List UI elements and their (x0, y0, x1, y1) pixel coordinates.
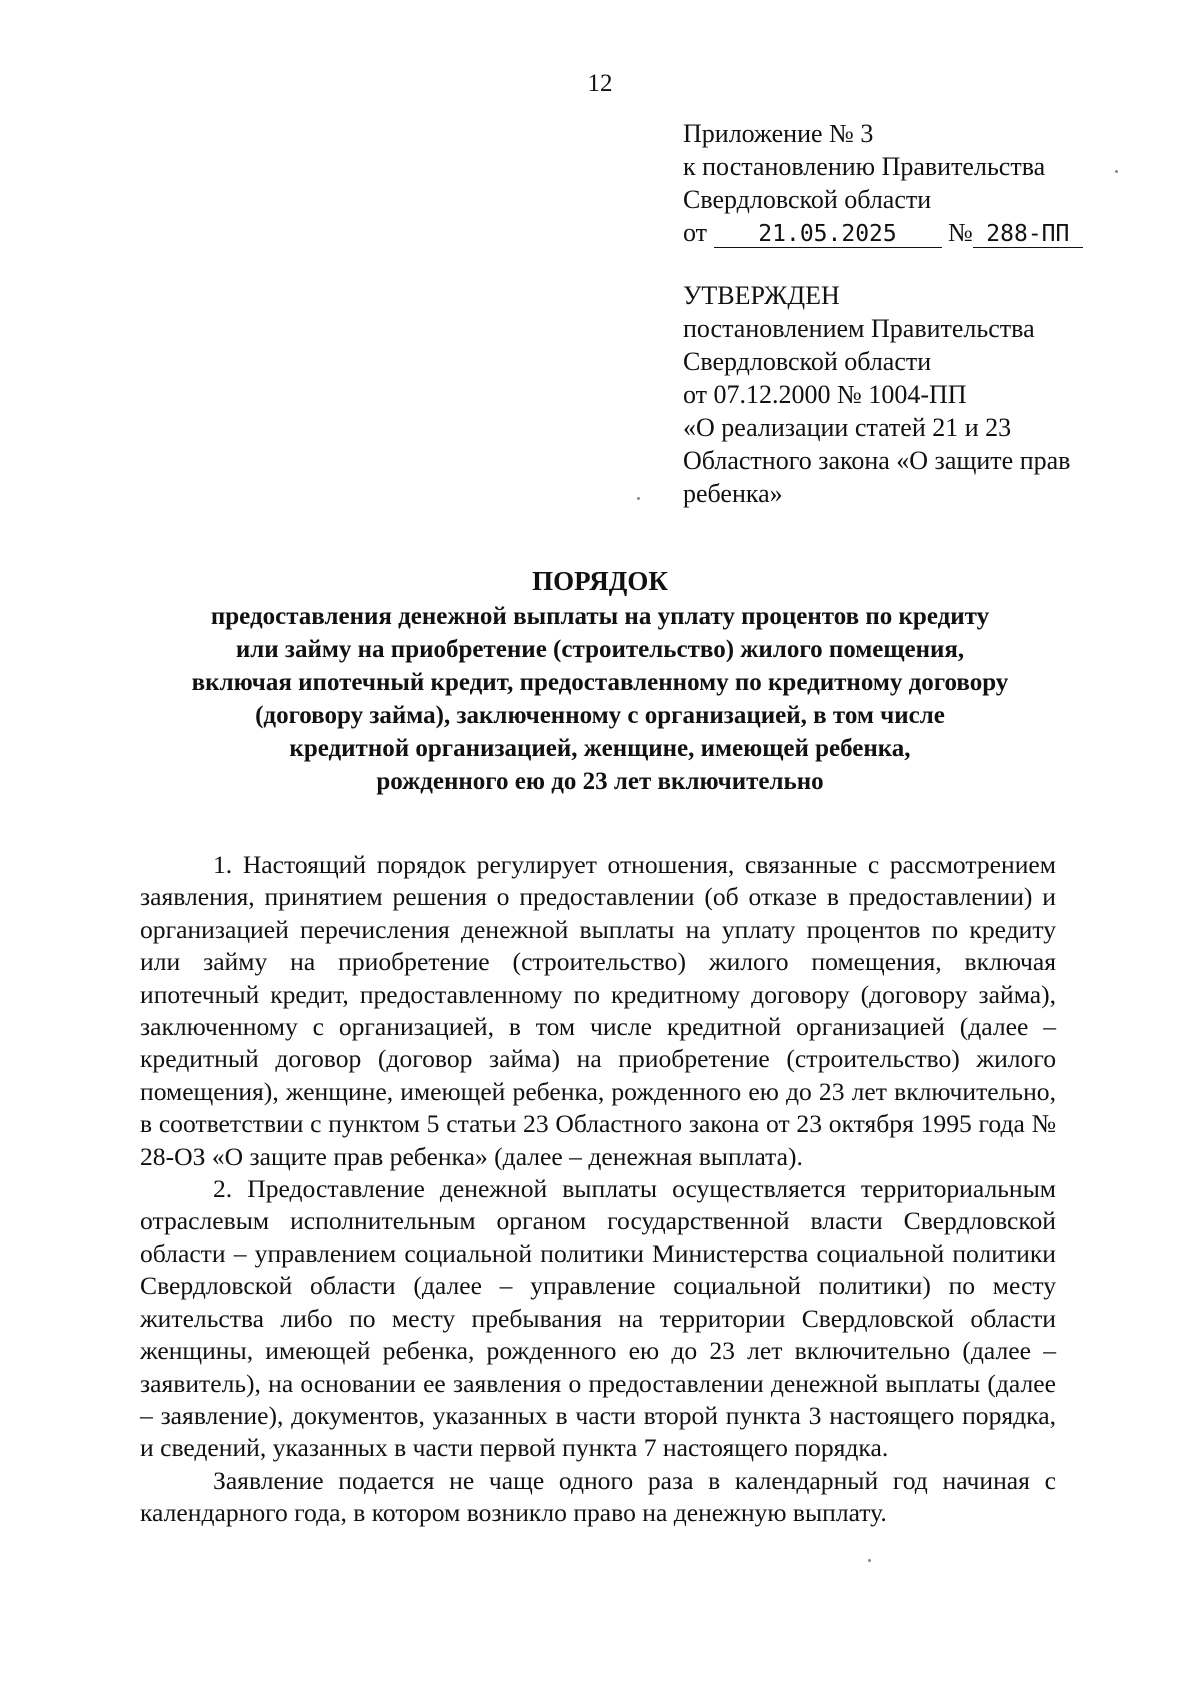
document-title (140, 565, 1060, 798)
approval-heading: УТВЕРЖДЕН (683, 281, 840, 310)
appendix-block (683, 117, 1083, 249)
scan-speck (1115, 170, 1118, 173)
title-line: включая ипотечный кредит, предоставленному по кредитному договору (191, 669, 1009, 696)
title-line: предоставления денежной выплаты на уплату процентов по кредиту (210, 603, 990, 630)
date-prefix: от (683, 218, 708, 247)
paragraph: 2. Предоставление денежной выплаты осуществляется территориальным отраслевым исполнительным органом государственной власти Свердловской области – управлением социальной политики Министерства социальной политики Свердловской области (далее – управление социальной политики) по месту жительства либо по месту пребывания на территории Свердловской области женщины, имеющей ребенка, рожденного ею до 23 лет включительно (далее – заявитель), на основании ее заявления о предоставлении денежной выплаты (далее – заявление), документов, указанных в части второй пункта 3 настоящего порядка, и сведений, указанных в части первой пункта 7 настоящего порядка. (140, 1174, 1056, 1463)
title-heading: ПОРЯДОК (532, 566, 668, 596)
paragraph: Заявление подается не чаще одного раза в календарный год начиная с календарного года, в котором возникло право на денежную выплату. (140, 1465, 1056, 1528)
approval-line: «О реализации статей 21 и 23 (683, 413, 1012, 442)
scan-speck (637, 497, 640, 500)
approval-block (683, 279, 1070, 510)
number-prefix: № (948, 218, 973, 247)
approval-line: постановлением Правительства (683, 314, 1035, 343)
appendix-date-line (683, 216, 1083, 249)
approval-line: от 07.12.2000 № 1004-ПП (683, 380, 967, 409)
scan-speck (868, 1559, 871, 1562)
resolution-date: 21.05.2025 (714, 221, 942, 248)
title-line: рожденного ею до 23 лет включительно (376, 768, 824, 795)
document-body (140, 849, 1056, 1530)
appendix-line: Свердловской области (683, 185, 932, 214)
paragraph: 1. Настоящий порядок регулирует отношения, связанные с рассмотрением заявления, принятием решения о предоставлении (об отказе в предоставлении) и организацией перечисления денежной выплаты на уплату процентов по кредиту или займу на приобретение (строительство) жилого помещения, включая ипотечный кредит, предоставленному по кредитному договору (договору займа), заключенному с организацией, в том числе кредитной организацией (далее – кредитный договор (договор займа) на приобретение (строительство) жилого помещения), женщине, имеющей ребенка, рожденного ею до 23 лет включительно, в соответствии с пунктом 5 статьи 23 Областного закона от 23 октября 1995 года № 28-ОЗ «О защите прав ребенка» (далее – денежная выплата). (140, 850, 1056, 1171)
appendix-line: к постановлению Правительства (683, 152, 1046, 181)
title-line: или займу на приобретение (строительство) жилого помещения, (235, 636, 965, 663)
appendix-title: Приложение № 3 (683, 119, 874, 148)
approval-line: Областного закона «О защите прав (683, 446, 1071, 475)
approval-line: ребенка» (683, 479, 783, 508)
title-line: (договору займа), заключенному с организацией, в том числе (255, 702, 945, 729)
page-number: 12 (587, 70, 613, 97)
title-line: кредитной организацией, женщине, имеющей ребенка, (289, 735, 911, 762)
approval-line: Свердловской области (683, 347, 932, 376)
resolution-number: 288-ПП (973, 221, 1083, 248)
